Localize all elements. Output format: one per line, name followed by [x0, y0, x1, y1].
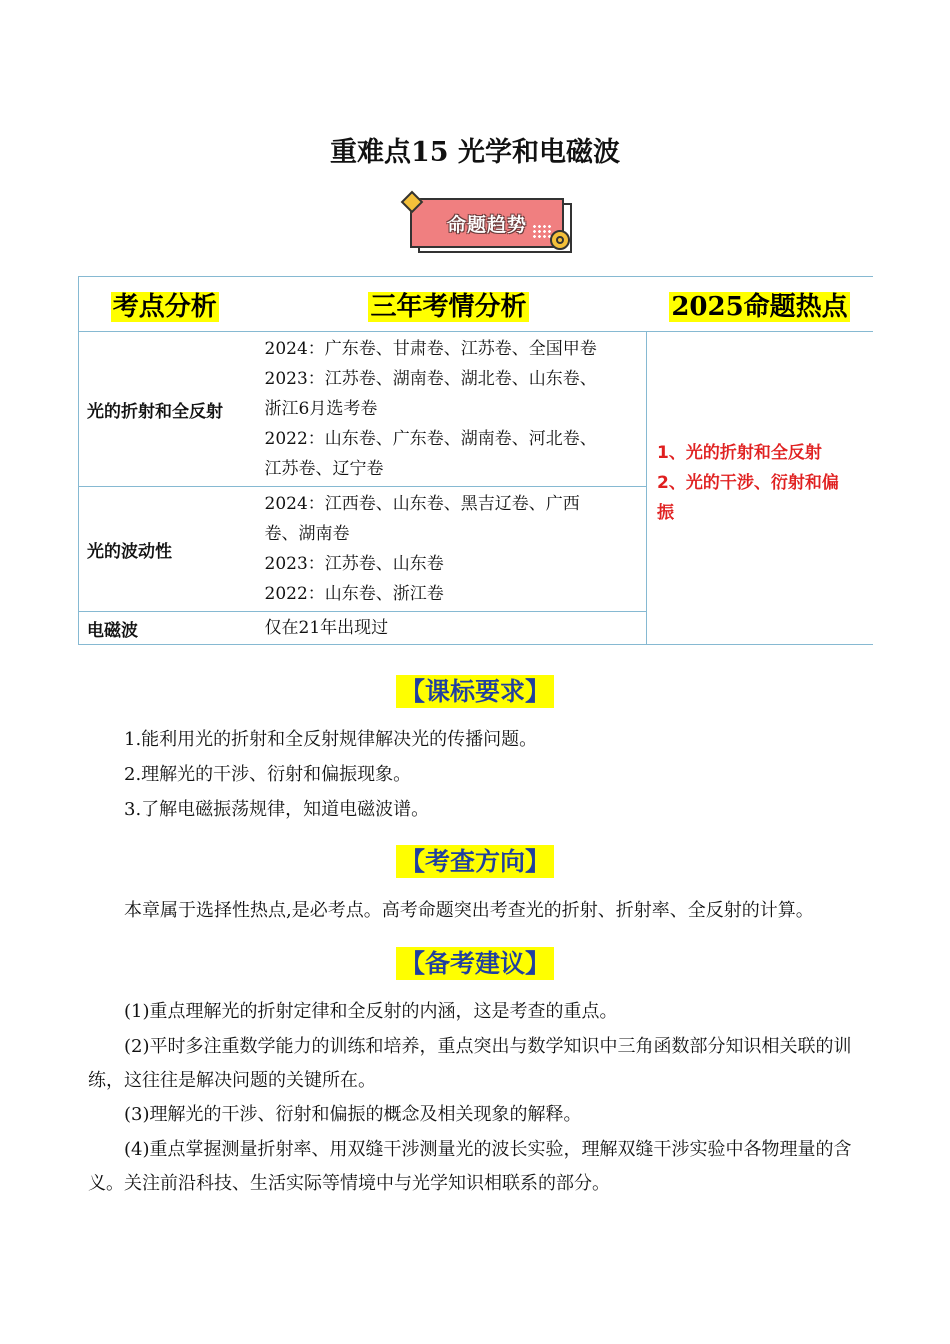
- exam-line: 2023：江苏卷、湖南卷、湖北卷、山东卷、: [264, 369, 597, 389]
- topic-cell: 电磁波: [79, 612, 251, 645]
- badge-dots-icon: [532, 224, 552, 240]
- exam-line: 江苏卷、辽宁卷: [264, 459, 384, 479]
- header-exams: 三年考情分析: [370, 291, 527, 322]
- paragraph: 本章属于选择性热点,是必考点。高考命题突出考查光的折射、折射率、全反射的计算。: [124, 900, 814, 921]
- exam-line: 2023：江苏卷、山东卷: [264, 554, 444, 574]
- badge-coin-icon: [550, 230, 570, 250]
- exams-cell: [251, 487, 647, 612]
- exam-line: 卷、湖南卷: [264, 524, 350, 544]
- paragraph: 3.了解电磁振荡规律，知道电磁波谱。: [124, 799, 430, 820]
- paragraph: (2)平时多注重数学能力的训练和培养，重点突出与数学知识中三角函数部分知识相关联的训练，这往往是解决问题的关键所在。: [88, 1036, 852, 1091]
- topic-cell: 光的波动性: [79, 487, 251, 612]
- section-heading-direction: 【考查方向】: [0, 842, 950, 878]
- paragraph: (4)重点掌握测量折射率、用双缝干涉测量光的波长实验，理解双缝干涉实验中各物理量的含义。关注前沿科技、生活实际等情境中与光学知识相联系的部分。: [88, 1139, 852, 1194]
- page-title: 重难点15 光学和电磁波: [330, 137, 620, 168]
- topic-trend-badge: [404, 194, 576, 256]
- header-hot: 2025命题热点: [671, 291, 848, 322]
- hot-points-cell: [647, 332, 873, 645]
- exam-trend-table: [78, 276, 873, 645]
- header-topic: 考点分析: [112, 291, 217, 322]
- exam-line: 2022：山东卷、浙江卷: [264, 584, 444, 604]
- hot-point-line: 1、光的折射和全反射: [657, 443, 822, 463]
- exam-line: 仅在21年出现过: [264, 618, 389, 638]
- hot-point-line: 振: [657, 503, 674, 523]
- topic-cell: 光的折射和全反射: [79, 332, 251, 487]
- exam-line: 2022：山东卷、广东卷、湖南卷、河北卷、: [264, 429, 597, 449]
- paragraph: (3)理解光的干涉、衍射和偏振的概念及相关现象的解释。: [124, 1104, 582, 1125]
- paragraph: 2.理解光的干涉、衍射和偏振现象。: [124, 764, 412, 785]
- table-row: [79, 332, 873, 487]
- header-cell: [79, 277, 251, 332]
- exams-cell: [251, 332, 647, 487]
- exam-line: 2024：广东卷、甘肃卷、江苏卷、全国甲卷: [264, 339, 597, 359]
- section-heading-advice: 【备考建议】: [0, 944, 950, 980]
- table-header-row: [79, 277, 873, 332]
- header-cell: [647, 277, 873, 332]
- exam-line: 浙江6月选考卷: [264, 399, 378, 419]
- badge-label-box: [410, 198, 564, 248]
- header-cell: [251, 277, 647, 332]
- paragraph: (1)重点理解光的折射定律和全反射的内涵，这是考查的重点。: [124, 1001, 618, 1022]
- section-heading-curriculum: 【课标要求】: [0, 672, 950, 708]
- badge-label: 命题趋势: [446, 213, 527, 236]
- paragraph: 1.能利用光的折射和全反射规律解决光的传播问题。: [124, 729, 538, 750]
- exam-line: 2024：江西卷、山东卷、黑吉辽卷、广西: [264, 494, 580, 514]
- exams-cell: [251, 612, 647, 645]
- hot-point-line: 2、光的干涉、衍射和偏: [657, 473, 839, 493]
